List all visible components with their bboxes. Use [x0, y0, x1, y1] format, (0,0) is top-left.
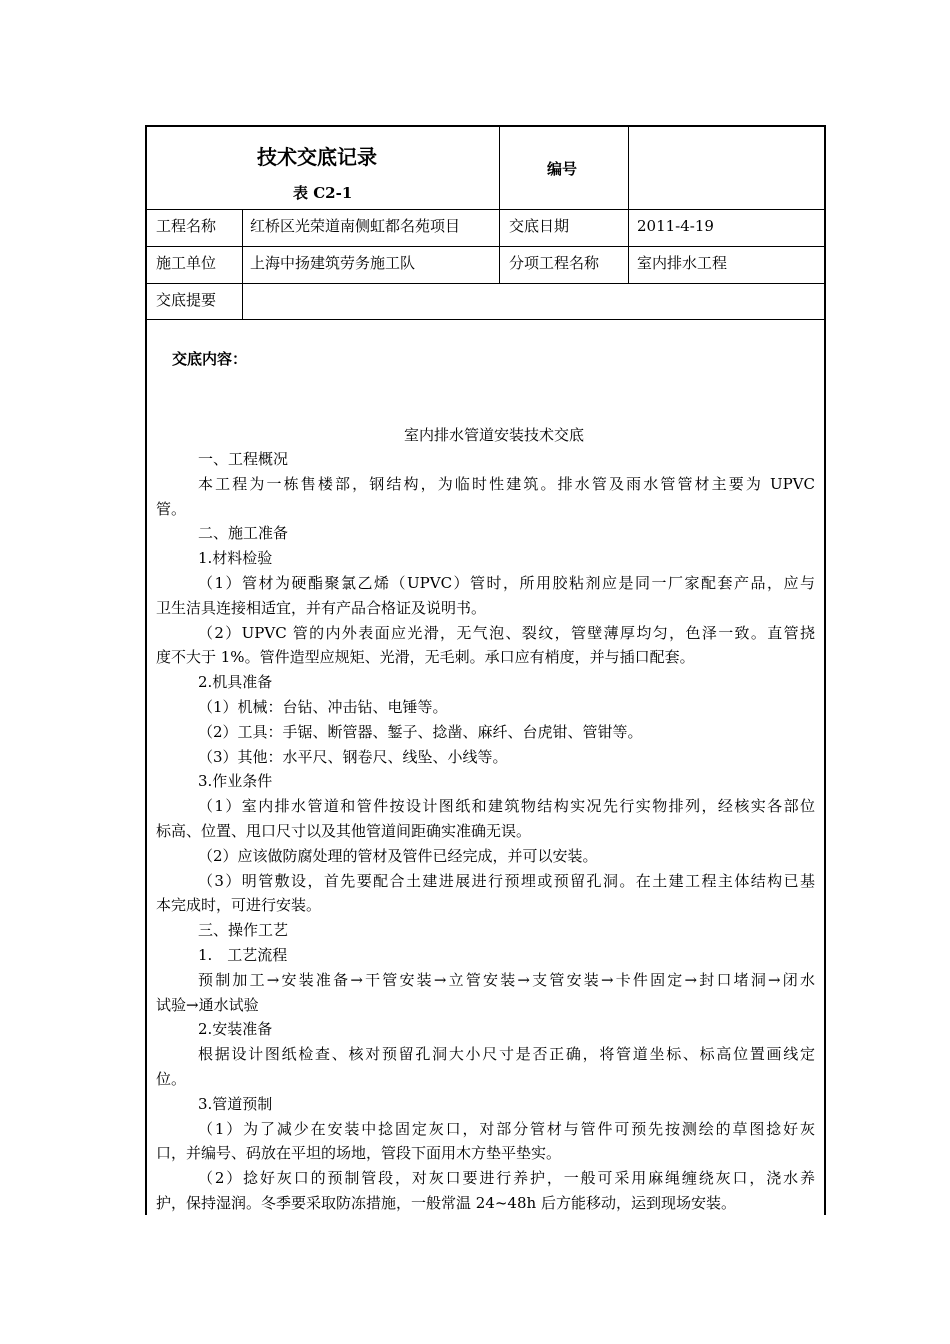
content-line: 标高、位置、甩口尺寸以及其他管道间距确实准确无误。 — [156, 822, 532, 840]
content-line: 1.材料检验 — [198, 549, 273, 568]
grid-hline-1 — [147, 209, 824, 210]
page-title: 技术交底记录 — [257, 145, 377, 169]
unit-label: 施工单位 — [156, 254, 217, 272]
content-line: 本工程为一栋售楼部，钢结构，为临时性建筑。排水管及雨水管管材主要为 UPVC — [198, 474, 815, 493]
content-heading: 室内排水管道安装技术交底 — [404, 426, 585, 444]
content-line: 三、操作工艺 — [198, 921, 289, 940]
technical-disclosure-form — [145, 125, 826, 1215]
content-line: 3.作业条件 — [198, 772, 273, 791]
content-line: （1）机械：台钻、冲击钻、电锤等。 — [198, 698, 448, 716]
content-line: 护，保持湿润。冬季要采取防冻措施，一般常温 24~48h 后方能移动，运到现场安装。 — [156, 1194, 736, 1212]
grid-vline-3 — [628, 127, 629, 283]
content-line: 2.安装准备 — [198, 1020, 273, 1039]
content-line: 一、工程概况 — [198, 450, 289, 468]
grid-hline-4 — [147, 319, 824, 320]
content-line: （2）UPVC 管的内外表面应光滑，无气泡、裂纹，管壁薄厚均匀，色泽一致。直管挠 — [198, 623, 815, 642]
content-line: 位。 — [156, 1070, 187, 1088]
unit-value: 上海中扬建筑劳务施工队 — [250, 254, 416, 272]
content-line: （3）明管敷设，首先要配合土建进展进行预埋或预留孔洞。在土建工程主体结构已基 — [198, 871, 815, 890]
content-line: （1）室内排水管道和管件按设计图纸和建筑物结构实况先行实物排列，经核实各部位 — [198, 797, 815, 816]
content-line: 3.管道预制 — [198, 1094, 273, 1113]
project-name-value: 红桥区光荣道南侧虹都名苑项目 — [250, 217, 461, 235]
content-label: 交底内容： — [172, 350, 248, 368]
content-line: 二、施工准备 — [198, 524, 289, 543]
grid-hline-2 — [147, 246, 824, 247]
form-number: 表 C2-1 — [293, 184, 353, 202]
content-line: （1）管材为硬酯聚氯乙烯（UPVC）管时，所用胶粘剂应是同一厂家配套产品，应与 — [198, 574, 815, 592]
content-line: 1. 工艺流程 — [198, 946, 288, 964]
subitem-label: 分项工程名称 — [509, 254, 600, 272]
grid-vline-1 — [242, 209, 243, 319]
content-line: 本完成时，可进行安装。 — [156, 896, 322, 915]
content-line: 卫生洁具连接相适宜，并有产品合格证及说明书。 — [156, 598, 487, 617]
grid-vline-2 — [499, 127, 500, 283]
content-line: （2）应该做防腐处理的管材及管件已经完成，并可以安装。 — [198, 846, 598, 865]
content-line: 口，并编号、码放在平坦的场地，管段下面用木方垫平垫实。 — [156, 1144, 562, 1163]
content-line: （3）其他：水平尺、钢卷尺、线坠、小线等。 — [198, 747, 508, 766]
content-line: （2）捻好灰口的预制管段，对灰口要进行养护，一般可采用麻绳缠绕灰口，浇水养 — [198, 1169, 815, 1188]
content-line: 预制加工→安装准备→干管安装→立管安装→支管安装→卡件固定→封口堵洞→闭水 — [198, 970, 815, 989]
content-line: 度不大于 1%。管件造型应规矩、光滑，无毛刺。承口应有梢度，并与插口配套。 — [156, 648, 695, 667]
subitem-value: 室内排水工程 — [637, 254, 728, 272]
content-line: （1）为了减少在安装中捻固定灰口，对部分管材与管件可预先按测绘的草图捻好灰 — [198, 1119, 815, 1138]
code-label: 编号 — [547, 160, 578, 178]
date-value: 2011-4-19 — [637, 217, 714, 235]
content-line: 2.机具准备 — [198, 673, 273, 692]
project-name-label: 工程名称 — [156, 217, 217, 235]
content-line: （2）工具：手锯、断管器、錾子、捻凿、麻纤、台虎钳、管钳等。 — [198, 722, 643, 741]
content-line: 管。 — [156, 499, 187, 518]
date-label: 交底日期 — [509, 217, 570, 235]
grid-hline-3 — [147, 283, 824, 284]
summary-label: 交底提要 — [156, 291, 217, 309]
content-line: 试验→通水试验 — [156, 995, 259, 1014]
content-line: 根据设计图纸检查、核对预留孔洞大小尺寸是否正确，将管道坐标、标高位置画线定 — [198, 1045, 815, 1064]
